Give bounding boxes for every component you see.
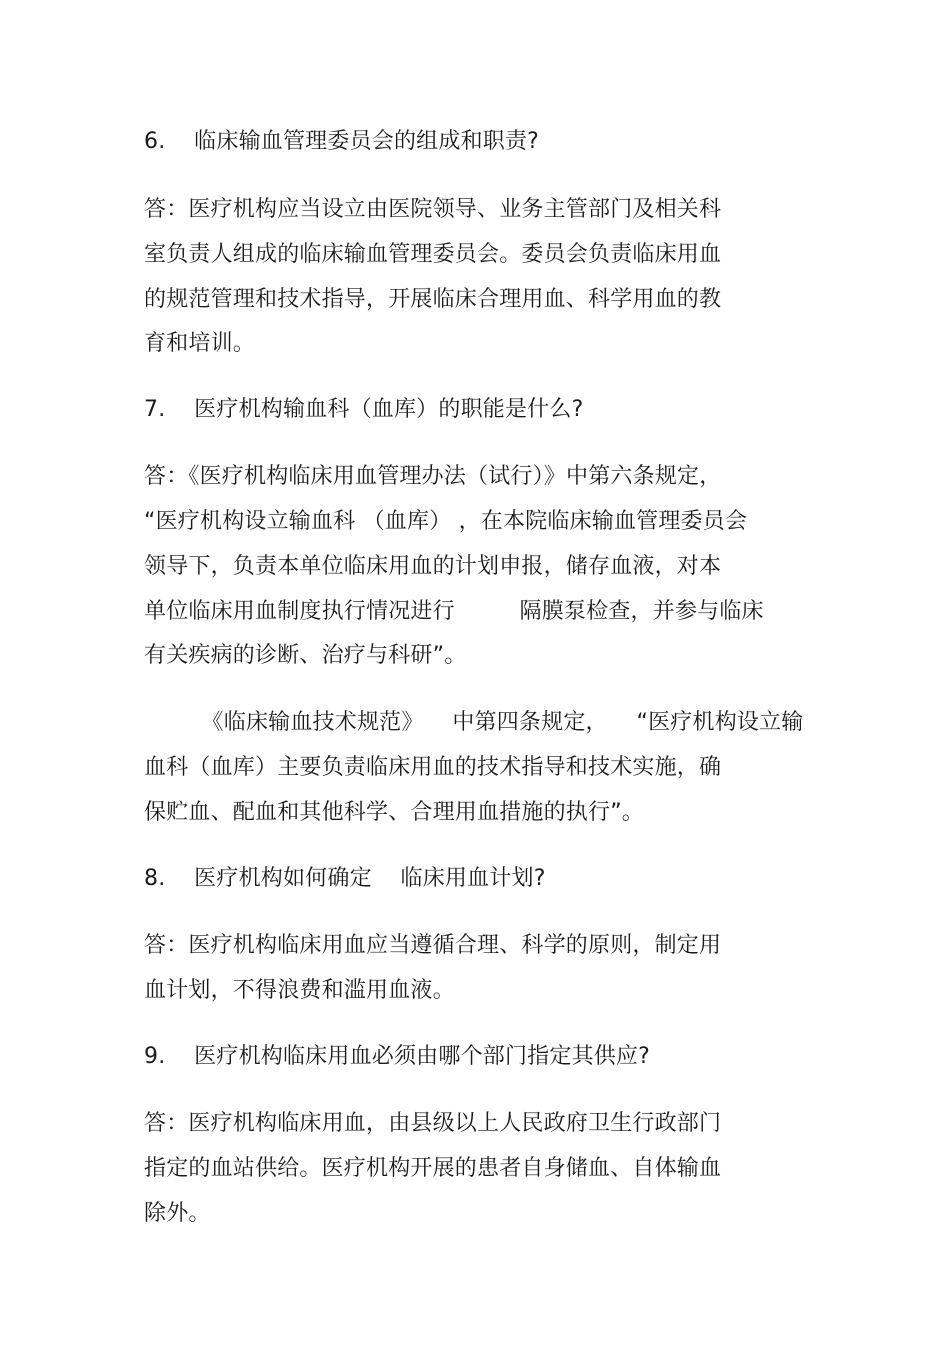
answer-7-line-5: 有关疾病的诊断、治疗与科研”。: [144, 643, 467, 668]
answer-7-paragraph-2-line-3: 保贮血、配血和其他科学、合理用血措施的执行”。: [144, 800, 644, 825]
answer-8-line-2: 血计划，不得浪费和滥用血液。: [144, 978, 455, 1003]
question-8-heading: 8. 医疗机构如何确定 临床用血计划?: [144, 866, 546, 891]
answer-7-line-4: 单位临床用血制度执行情况进行 隔膜泵检查，并参与临床: [144, 599, 764, 624]
question-9-heading: 9. 医疗机构临床用血必须由哪个部门指定其供应?: [144, 1044, 651, 1069]
answer-7-paragraph-2-line-2: 血科（血库）主要负责临床用血的技术指导和技术实施，确: [144, 755, 722, 780]
answer-9-line-3: 除外。: [144, 1201, 211, 1226]
answer-7-line-1: 答：《医疗机构临床用血管理办法（试行）》中第六条规定，: [144, 464, 722, 489]
answer-7-line-3: 领导下，负责本单位临床用血的计划申报，储存血液，对本: [144, 554, 722, 579]
question-6-heading: 6. 临床输血管理委员会的组成和职责?: [144, 129, 540, 154]
answer-6-line-4: 育和培训。: [144, 331, 256, 356]
answer-7-paragraph-2-line-1: 《临床输血技术规范》 中第四条规定， “医疗机构设立输: [144, 710, 804, 735]
answer-6-line-1: 答：医疗机构应当设立由医院领导、业务主管部门及相关科: [144, 197, 722, 222]
answer-7-line-2: “医疗机构设立输血科 （血库） ，在本院临床输血管理委员会: [144, 509, 748, 534]
question-7-heading: 7. 医疗机构输血科（血库）的职能是什么?: [144, 397, 584, 422]
answer-6-line-2: 室负责人组成的临床输血管理委员会。委员会负责临床用血: [144, 242, 722, 267]
answer-9-line-1: 答：医疗机构临床用血，由县级以上人民政府卫生行政部门: [144, 1111, 722, 1136]
answer-8-line-1: 答：医疗机构临床用血应当遵循合理、科学的原则，制定用: [144, 933, 722, 958]
answer-6-line-3: 的规范管理和技术指导，开展临床合理用血、科学用血的教: [144, 287, 722, 312]
answer-9-line-2: 指定的血站供给。医疗机构开展的患者自身储血、自体输血: [144, 1156, 722, 1181]
